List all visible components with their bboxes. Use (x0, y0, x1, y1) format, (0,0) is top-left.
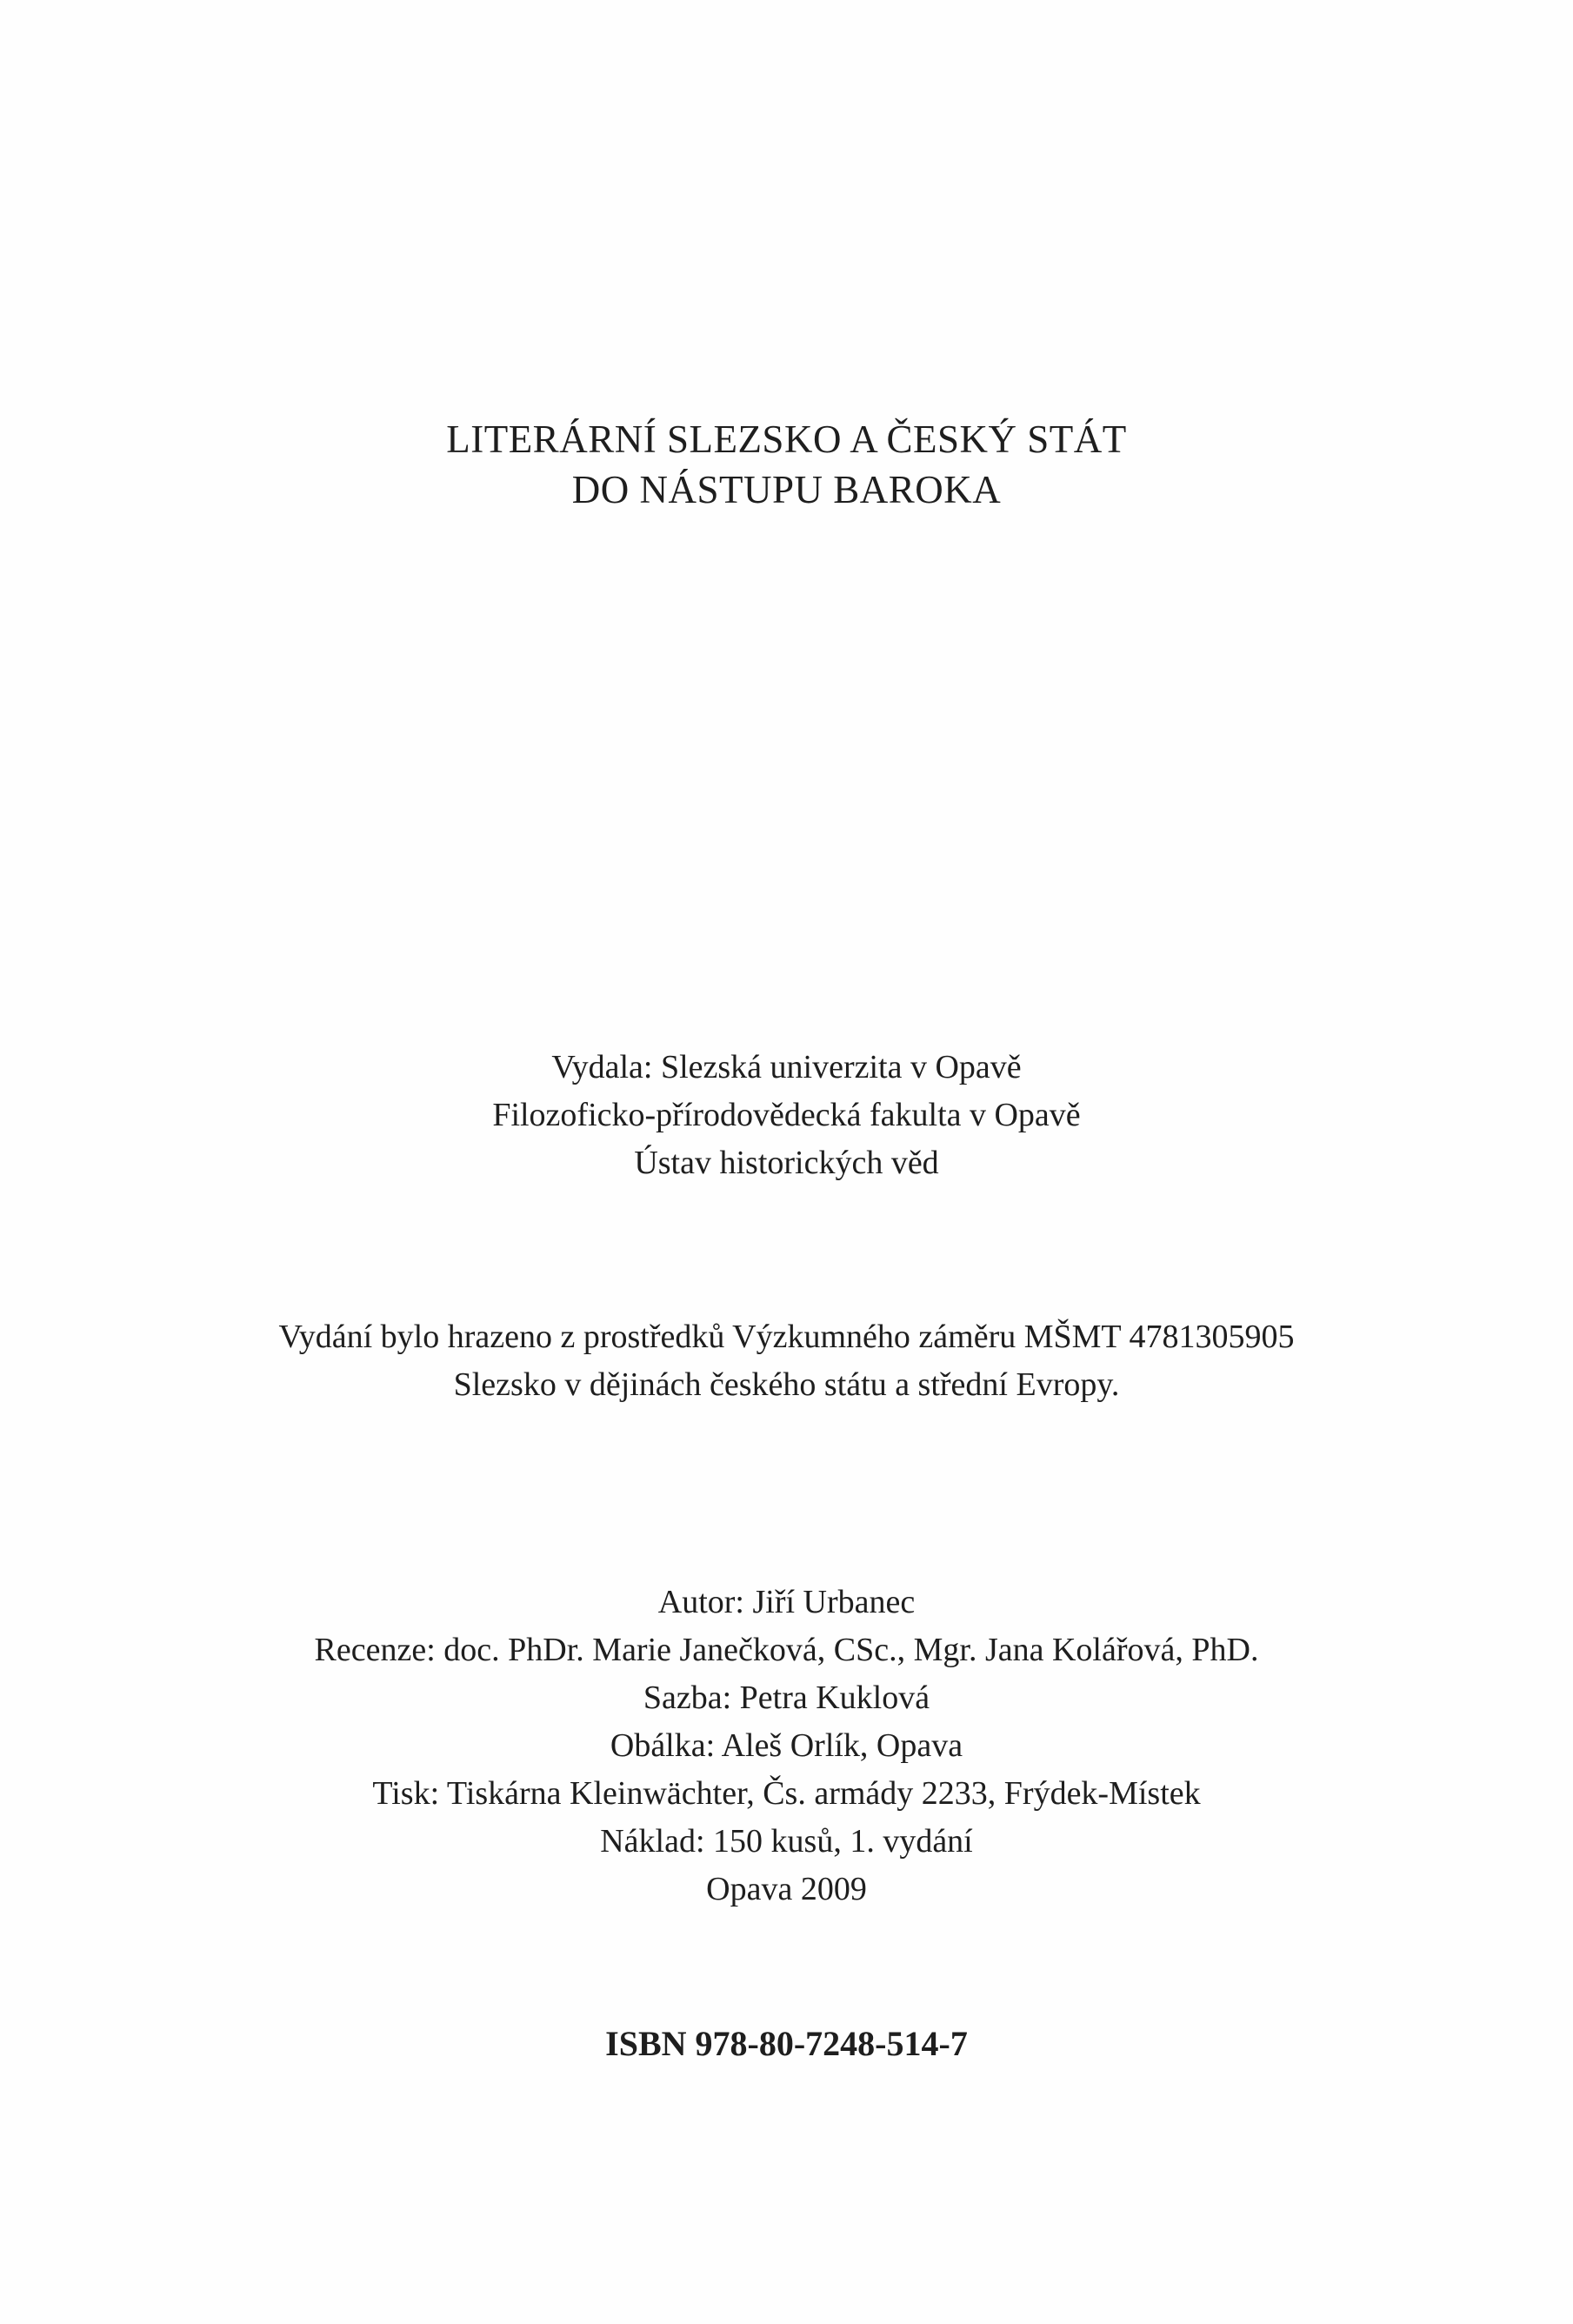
isbn (0, 2020, 1573, 2068)
credit-place-year: Opava 2009 (706, 1871, 867, 1907)
funding-note (0, 1313, 1573, 1409)
isbn-text: ISBN 978-80-7248-514-7 (605, 2024, 968, 2063)
publisher-info (0, 1044, 1573, 1187)
credit-print: Tisk: Tiskárna Kleinwächter, Čs. armády 2233, Frýdek-Místek (372, 1775, 1201, 1812)
credit-typesetting: Sazba: Petra Kuklová (643, 1680, 930, 1716)
title-line-2: DO NÁSTUPU BAROKA (571, 468, 1002, 511)
credit-reviewers: Recenze: doc. PhDr. Marie Janečková, CSc., Mgr. Jana Kolářová, PhD. (314, 1632, 1259, 1668)
funding-line-2: Slezsko v dějinách českého státu a střední Evropy. (453, 1366, 1120, 1403)
funding-line-1: Vydání bylo hrazeno z prostředků Výzkumného záměru MŠMT 4781305905 (278, 1319, 1295, 1355)
credit-author: Autor: Jiří Urbanec (657, 1584, 916, 1620)
book-title (0, 414, 1573, 515)
publisher-line-3: Ústav historických věd (634, 1145, 939, 1181)
publisher-line-1: Vydala: Slezská univerzita v Opavě (551, 1049, 1022, 1085)
credit-run: Náklad: 150 kusů, 1. vydání (600, 1823, 973, 1860)
credit-cover: Obálka: Aleš Orlík, Opava (610, 1727, 963, 1764)
publisher-line-2: Filozoficko-přírodovědecká fakulta v Opavě (492, 1097, 1081, 1133)
title-line-1: LITERÁRNÍ SLEZSKO A ČESKÝ STÁT (446, 417, 1127, 461)
credits (0, 1579, 1573, 1913)
